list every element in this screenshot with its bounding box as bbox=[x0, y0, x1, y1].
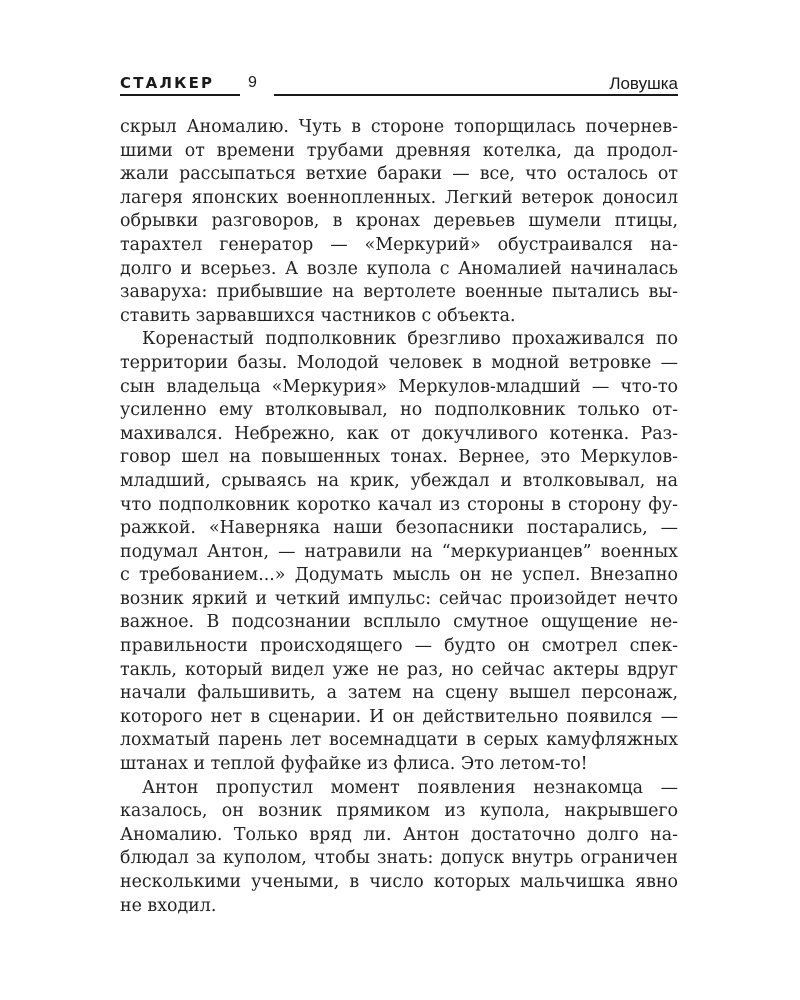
text-line: говор шел на повышенных тонах. Вернее, это Меркулов- bbox=[120, 447, 678, 468]
header-rule-right bbox=[274, 94, 678, 96]
text-line: ражкой. «Наверняка наши безопасники постарались, — bbox=[120, 518, 678, 539]
text-line: важное. В подсознании всплыло смутное ощущение не- bbox=[120, 612, 678, 633]
text-line: жали рассыпаться ветхие бараки — все, что осталось от bbox=[120, 164, 678, 185]
series-title: СТАЛКЕР bbox=[120, 74, 215, 92]
text-line: возник яркий и четкий импульс: сейчас произойдет нечто bbox=[120, 588, 678, 609]
text-line: с требованием...» Додумать мысль он не успел. Внезапно bbox=[120, 565, 678, 586]
text-line: правильности происходящего — будто он смотрел спек- bbox=[120, 636, 678, 657]
header-rule-left bbox=[120, 94, 240, 96]
text-line: Антон пропустил момент появления незнакомца — bbox=[142, 777, 678, 798]
text-line: усиленно ему втолковывал, но подполковник только от- bbox=[120, 400, 678, 421]
text-line: начали фальшивить, а затем на сцену вышел персонаж, bbox=[120, 683, 678, 704]
text-line: сын владельца «Меркурия» Меркулов-младший — что-то bbox=[120, 376, 678, 397]
text-line: ставить зарвавшихся частников с объекта. bbox=[120, 305, 516, 326]
text-line: лагеря японских военнопленных. Легкий ветерок доносил bbox=[120, 187, 678, 208]
text-line: такль, который видел уже не раз, но сейчас актеры вдруг bbox=[120, 659, 678, 680]
text-line: несколькими учеными, в число которых мальчишка явно bbox=[120, 872, 678, 892]
text-line: не входил. bbox=[120, 895, 217, 916]
text-line: заваруха: прибывшие на вертолете военные пытались вы- bbox=[120, 282, 678, 303]
text-line: долго и всерьез. А возле купола с Аномалией начиналась bbox=[120, 258, 678, 279]
text-line: шими от времени трубами древняя котелка, да продол- bbox=[120, 140, 678, 161]
text-line: казалось, он возник прямиком из купола, накрывшего bbox=[120, 801, 678, 822]
body-text bbox=[120, 116, 678, 918]
text-line: лохматый парень лет восемнадцати в серых камуфляжных bbox=[120, 730, 678, 751]
page-number: 9 bbox=[248, 74, 257, 91]
text-line: подумал Антон, — натравили на “меркурианцев” военных bbox=[120, 541, 678, 562]
text-line: что подполковник коротко качал из стороны в сторону фу- bbox=[120, 494, 678, 515]
text-line: обрывки разговоров, в кронах деревьев шумели птицы, bbox=[120, 211, 678, 232]
text-line: которого нет в сценарии. И он действительно появился — bbox=[120, 706, 678, 727]
text-line: штанах и теплой фуфайке из флиса. Это летом-то! bbox=[120, 754, 588, 775]
text-line: Аномалию. Только вряд ли. Антон достаточно долго на- bbox=[120, 824, 678, 845]
text-line: территории базы. Молодой человек в модной ветровке — bbox=[120, 352, 678, 373]
text-line: скрыл Аномалию. Чуть в стороне топорщилась почернев- bbox=[120, 117, 678, 137]
running-header bbox=[120, 74, 678, 98]
text-line: Коренастый подполковник брезгливо прохаживался по bbox=[142, 329, 678, 350]
text-line: младший, срываясь на крик, убеждал и втолковывал, на bbox=[120, 470, 678, 491]
text-line: махивался. Небрежно, как от докучливого котенка. Раз- bbox=[120, 423, 678, 444]
chapter-title: Ловушка bbox=[609, 74, 678, 93]
text-line: тарахтел генератор — «Меркурий» обустраивался на- bbox=[120, 234, 678, 255]
text-line: блюдал за куполом, чтобы знать: допуск внутрь ограничен bbox=[120, 848, 678, 869]
